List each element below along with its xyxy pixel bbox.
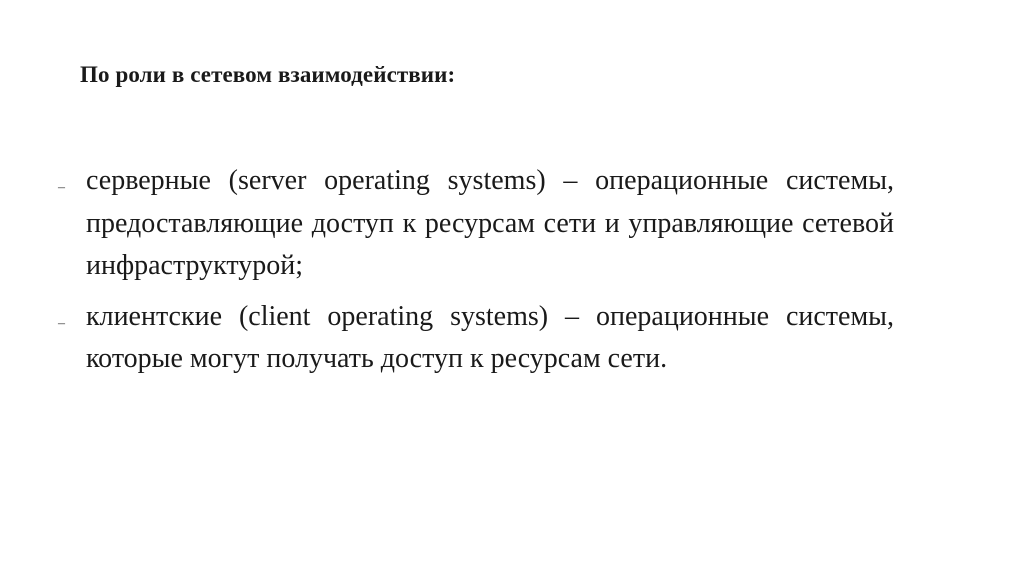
list-item-client	[58, 296, 894, 381]
list-item-text: серверные (server operating systems) – операционные системы, предоставляющие доступ к ресурсам сети и управляющие сетевой инфраструктурой;	[86, 165, 894, 281]
bullet-dash-icon: –	[58, 315, 65, 331]
bullet-list	[58, 160, 894, 389]
slide-heading: По роли в сетевом взаимодействии:	[80, 62, 456, 87]
bullet-dash-icon: –	[58, 180, 65, 195]
list-item-text: клиентские (client operating systems) – операционные системы, которые могут получать доступ к ресурсам сети.	[86, 300, 894, 374]
list-item-server	[58, 160, 894, 288]
